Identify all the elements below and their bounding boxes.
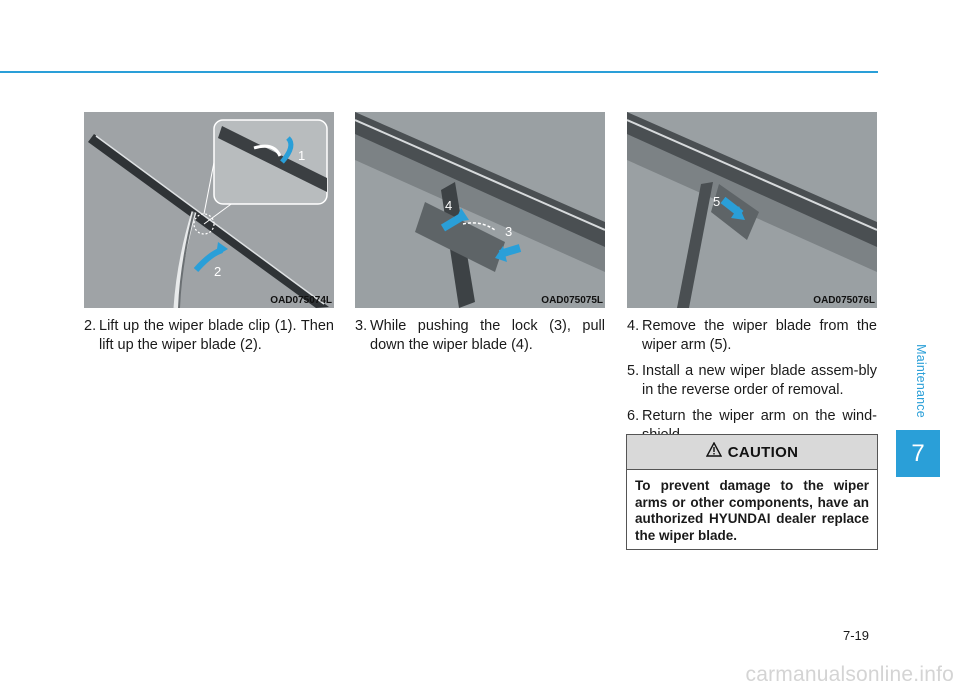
callout-4: 4 [445, 198, 453, 213]
warning-triangle-icon [706, 442, 722, 462]
step-3 [355, 317, 605, 354]
header-rule [0, 71, 878, 73]
wiper-removal-illustration [627, 112, 877, 308]
step-5 [627, 362, 877, 399]
section-label [913, 341, 929, 421]
figure-wiper-clip [84, 112, 334, 308]
step-2 [84, 317, 334, 354]
watermark: carmanualsonline.info [745, 663, 954, 686]
chapter-tab: 7 [896, 430, 940, 477]
caution-header [627, 435, 877, 470]
callout-2: 2 [214, 264, 222, 279]
caution-title: CAUTION [727, 443, 799, 461]
step-number: 2. [84, 318, 97, 334]
step-number: 4. [627, 318, 640, 334]
page-number: 7-19 [843, 628, 870, 643]
figure-code: OAD075075L [541, 295, 603, 306]
figure-wiper-lock [355, 112, 605, 308]
callout-5: 5 [713, 194, 721, 209]
step-text: Lift up the wiper blade clip (1). Then lift up the wiper blade (2). [99, 318, 334, 353]
wiper-lock-illustration [355, 112, 605, 308]
figure-wiper-removal [627, 112, 877, 308]
step-text: Install a new wiper blade assem-bly in the reverse order of removal. [642, 363, 877, 398]
step-text: Return the wiper arm on the wind- [642, 408, 877, 424]
wiper-clip-illustration [84, 112, 334, 308]
step-4 [627, 317, 877, 354]
section-label-text: Maintenance [914, 344, 928, 418]
callout-3: 3 [505, 224, 513, 239]
callout-1: 1 [298, 148, 306, 163]
step-number: 3. [355, 318, 368, 334]
caution-box [626, 434, 878, 550]
step-text: While pushing the lock (3), pull down the wiper blade (4). [370, 318, 605, 353]
step-number: 6. [627, 408, 640, 424]
figure-code: OAD075076L [813, 295, 875, 306]
figure-code: OAD075074L [270, 295, 332, 306]
caution-text: To prevent damage to the wiper arms or other components, have an authorized HYUNDAI dealer replace the wiper blade. [635, 478, 869, 543]
step-text: Remove the wiper blade from the wiper arm (5). [642, 318, 877, 353]
step-number: 5. [627, 363, 640, 379]
